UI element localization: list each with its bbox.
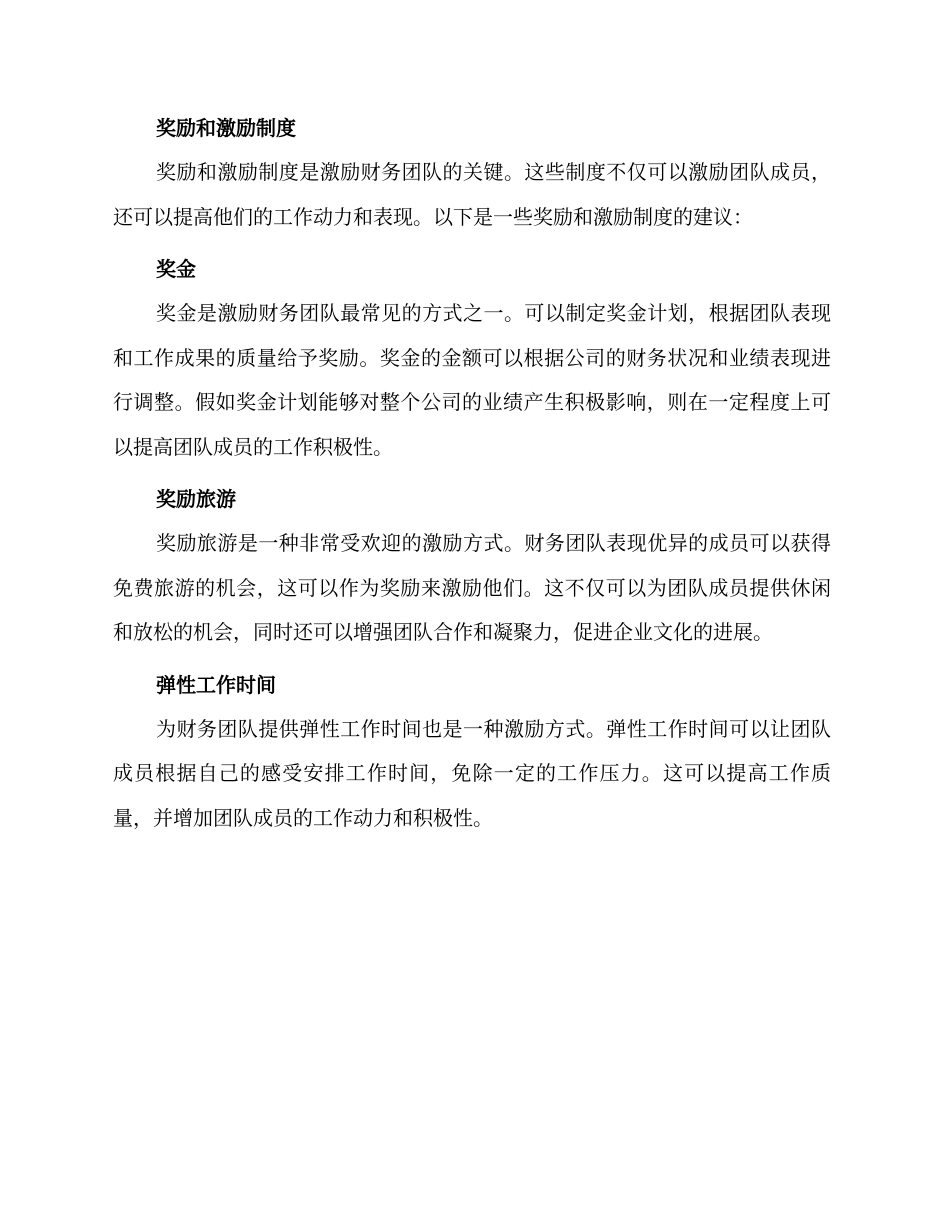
section-paragraph-incentive-travel: 奖励旅游是一种非常受欢迎的激励方式。财务团队表现优异的成员可以获得免费旅游的机会，这可以作为奖励来激励他们。这不仅可以为团队成员提供休闲和放松的机会，同时还可以增强团队合作和凝聚力，促进企业文化的进展。 — [113, 531, 831, 644]
section-heading-incentive-travel: 奖励旅游 — [156, 487, 236, 511]
section-paragraph-flexible-hours: 为财务团队提供弹性工作时间也是一种激励方式。弹性工作时间可以让团队成员根据自己的感受安排工作时间，免除一定的工作压力。这可以提高工作质量，并增加团队成员的工作动力和积极性。 — [113, 716, 831, 830]
section-heading-incentive-system: 奖励和激励制度 — [156, 116, 296, 140]
section-heading-bonus: 奖金 — [156, 257, 196, 281]
section-paragraph-incentive-system: 奖励和激励制度是激励财务团队的关键。这些制度不仅可以激励团队成员，还可以提高他们的工作动力和表现。以下是一些奖励和激励制度的建议： — [113, 160, 831, 229]
document-body — [113, 108, 831, 850]
section-heading-flexible-hours: 弹性工作时间 — [156, 672, 276, 697]
section-paragraph-bonus: 奖金是激励财务团队最常见的方式之一。可以制定奖金计划，根据团队表现和工作成果的质量给予奖励。奖金的金额可以根据公司的财务状况和业绩表现进行调整。假如奖金计划能够对整个公司的业绩产生积极影响，则在一定程度上可以提高团队成员的工作积极性。 — [113, 301, 831, 459]
